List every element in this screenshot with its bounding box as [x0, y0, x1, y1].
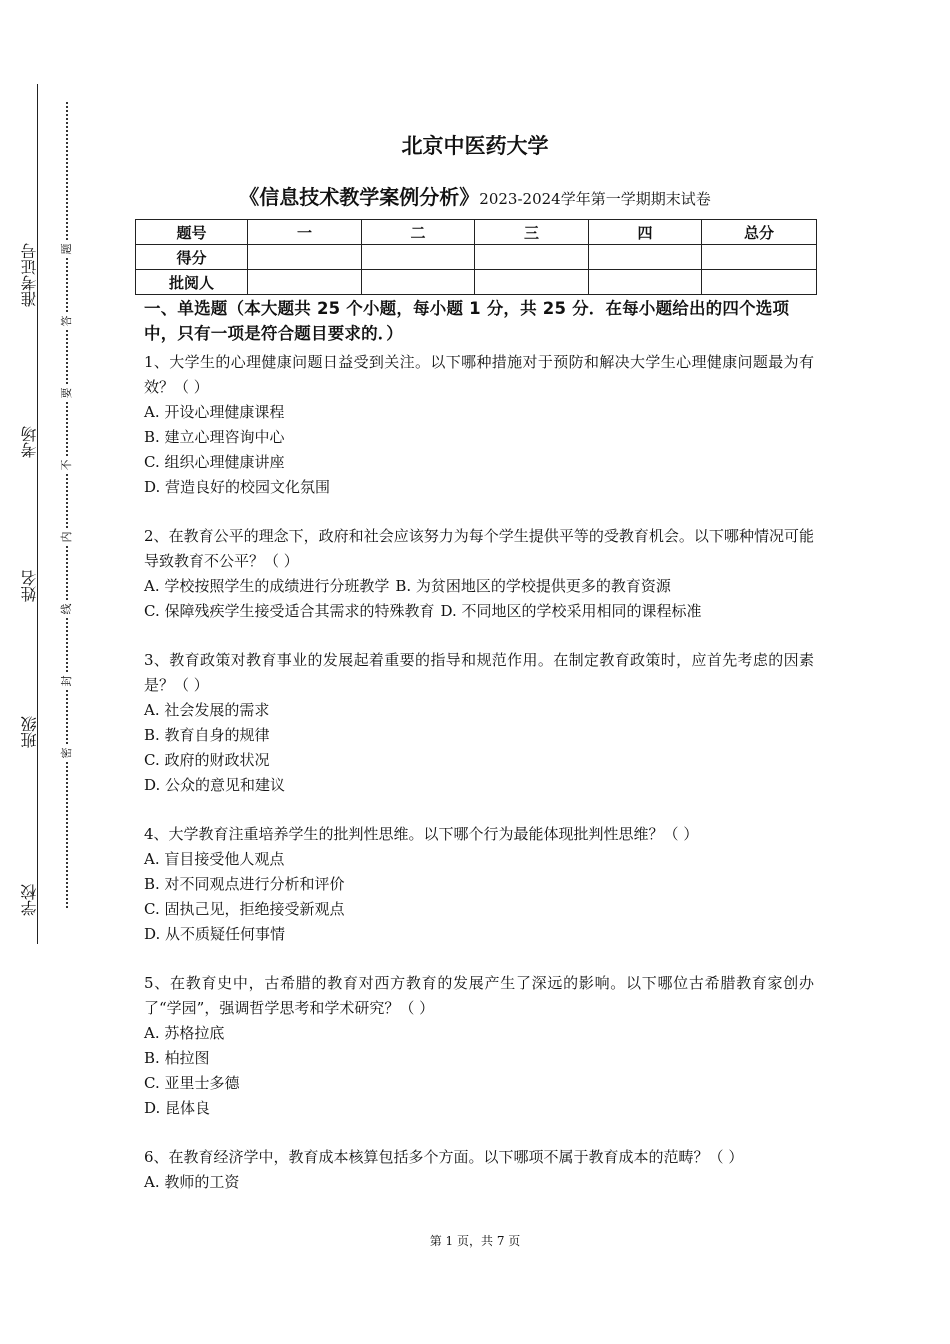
- field-label-class: 班级: [20, 716, 39, 748]
- option-c: C. 保障残疾学生接受适合其需求的特殊教育: [144, 602, 435, 620]
- option-a: A. 苏格拉底: [144, 1024, 225, 1042]
- question-5: [144, 971, 814, 1121]
- option-b: B. 教育自身的规律: [144, 726, 270, 744]
- score-cell: 三: [475, 220, 589, 245]
- score-cell: [589, 245, 702, 270]
- seal-char: 密: [59, 745, 75, 761]
- binding-solid-line: [37, 84, 38, 944]
- exam-subtitle: [0, 181, 950, 210]
- score-cell: [362, 245, 475, 270]
- question-1: [144, 350, 814, 500]
- question-3: [144, 648, 814, 798]
- score-cell: [702, 245, 817, 270]
- option-a: A. 开设心理健康课程: [144, 403, 285, 421]
- score-cell: [362, 270, 475, 295]
- option-a: A. 教师的工资: [144, 1173, 240, 1191]
- question-stem: 4、大学教育注重培养学生的批判性思维。以下哪个行为最能体现批判性思维？（ ）: [144, 825, 699, 843]
- score-table-header-row: [136, 220, 817, 245]
- option-d: D. 昆体良: [144, 1099, 211, 1117]
- score-cell: 四: [589, 220, 702, 245]
- score-cell: [589, 270, 702, 295]
- score-cell: [475, 270, 589, 295]
- score-cell: 批阅人: [136, 270, 248, 295]
- score-cell: [248, 270, 362, 295]
- university-title: 北京中医药大学: [401, 134, 549, 158]
- score-table-row: [136, 245, 817, 270]
- binding-dotted-line: [66, 102, 68, 908]
- option-a: A. 盲目接受他人观点: [144, 850, 285, 868]
- option-c: C. 亚里士多德: [144, 1074, 240, 1092]
- score-cell: 得分: [136, 245, 248, 270]
- field-label-exam-room: 考场: [20, 426, 39, 458]
- seal-char: 封: [59, 673, 75, 689]
- seal-char: 不: [59, 457, 75, 473]
- option-d: D. 从不质疑任何事情: [144, 925, 286, 943]
- seal-char: 要: [59, 385, 75, 401]
- score-table: [135, 219, 817, 295]
- question-stem: 1、大学生的心理健康问题日益受到关注。以下哪种措施对于预防和解决大学生心理健康问题最为有效？（ ）: [144, 353, 814, 396]
- exam-content: [144, 296, 814, 1219]
- question-6: [144, 1145, 814, 1195]
- option-a: A. 社会发展的需求: [144, 701, 270, 719]
- section-heading: 一、单选题（本大题共 25 个小题，每小题 1 分，共 25 分．在每小题给出的四个选项中，只有一项是符合题目要求的．）: [144, 299, 790, 343]
- field-label-name: 姓名: [20, 570, 39, 602]
- seal-char: 答: [59, 313, 75, 329]
- field-label-school: 学校: [20, 884, 39, 916]
- page-footer: 第 1 页，共 7 页: [429, 1234, 521, 1248]
- term-text: 2023-2024学年第一学期期末试卷: [479, 190, 711, 208]
- score-cell: 总分: [702, 220, 817, 245]
- option-b: B. 建立心理咨询中心: [144, 428, 285, 446]
- seal-char: 线: [59, 601, 75, 617]
- option-d: D. 公众的意见和建议: [144, 776, 286, 794]
- question-stem: 5、在教育史中，古希腊的教育对西方教育的发展产生了深远的影响。以下哪位古希腊教育家创办了“学园”，强调哲学思考和学术研究？（ ）: [144, 974, 814, 1017]
- question-4: [144, 822, 814, 947]
- question-2: [144, 524, 814, 624]
- score-cell: 题号: [136, 220, 248, 245]
- score-cell: [475, 245, 589, 270]
- score-cell: [248, 245, 362, 270]
- seal-char: 题: [59, 241, 75, 257]
- option-c: C. 固执己见，拒绝接受新观点: [144, 900, 345, 918]
- option-b: B. 对不同观点进行分析和评价: [144, 875, 345, 893]
- option-b: B. 柏拉图: [144, 1049, 210, 1067]
- option-c: C. 政府的财政状况: [144, 751, 270, 769]
- option-b: B. 为贫困地区的学校提供更多的教育资源: [395, 577, 671, 595]
- option-c: C. 组织心理健康讲座: [144, 453, 285, 471]
- score-cell: 二: [362, 220, 475, 245]
- option-row: [144, 574, 814, 599]
- seal-char: 内: [59, 529, 75, 545]
- option-a: A. 学校按照学生的成绩进行分班教学: [144, 577, 390, 595]
- score-cell: 一: [248, 220, 362, 245]
- score-table-row: [136, 270, 817, 295]
- field-label-exam-number: 准考证号: [20, 243, 39, 307]
- question-stem: 3、教育政策对教育事业的发展起着重要的指导和规范作用。在制定教育政策时，应首先考虑的因素是？（ ）: [144, 651, 814, 694]
- option-d: D. 营造良好的校园文化氛围: [144, 478, 331, 496]
- option-d: D. 不同地区的学校采用相同的课程标准: [440, 602, 702, 620]
- score-cell: [702, 270, 817, 295]
- question-stem: 6、在教育经济学中，教育成本核算包括多个方面。以下哪项不属于教育成本的范畴？（ ）: [144, 1148, 744, 1166]
- option-row: [144, 599, 814, 624]
- course-title: 《信息技术教学案例分析》: [239, 185, 480, 209]
- question-stem: 2、在教育公平的理念下，政府和社会应该努力为每个学生提供平等的受教育机会。以下哪种情况可能导致教育不公平？（ ）: [144, 527, 814, 570]
